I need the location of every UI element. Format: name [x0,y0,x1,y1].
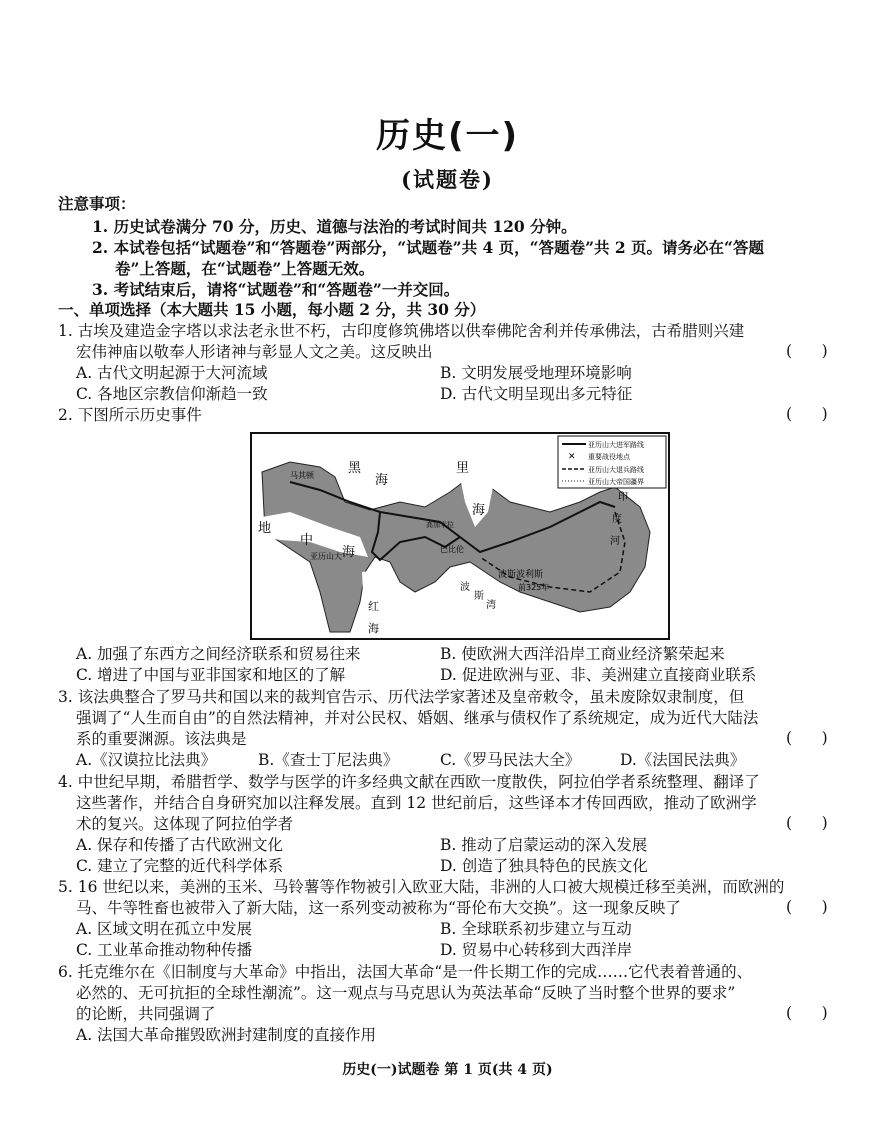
legend-advance: 亚历山大进军路线 [588,441,644,449]
map-label: 亚历山大 [310,552,342,561]
map-label: 前325年 [518,583,550,592]
alexander-campaign-map [250,432,670,640]
question-text: 宏伟神庙以敬奉人形诸神与彰显人文之美。这反映出 [76,343,433,361]
map-label: 地 [258,521,272,536]
question-text: 5. 16 世纪以来，美洲的玉米、马铃薯等作物被引入欧亚大陆，非洲的人口被大规模迁移至美洲，而欧洲的 [58,878,785,896]
option-b: B. 全球联系初步建立与互动 [440,920,632,938]
option-b: B. 使欧洲大西洋沿岸工商业经济繁荣起来 [440,645,725,663]
option-a: A. 保存和传播了古代欧洲文化 [76,836,284,854]
map-label: 海 [472,503,486,518]
option-c: C.《罗马民法大全》 [440,751,581,769]
notice-item: 3. 考试结束后，请将“试题卷”和“答题卷”一并交回。 [92,280,460,299]
answer-bracket: ( ) [786,405,828,423]
option-d: D. 促进欧洲与亚、非、美洲建立直接商业联系 [440,666,757,684]
question-text: 强调了“人生而自由”的自然法精神，并对公民权、婚姻、继承与债权作了系统规定，成为近代大陆法 [76,709,759,727]
option-c: C. 工业革命推动物种传播 [76,941,253,959]
notice-item: 1. 历史试卷满分 70 分，历史、道德与法治的考试时间共 120 分钟。 [92,217,577,236]
question-text: 术的复兴。这体现了阿拉伯学者 [76,815,294,833]
question-text: 2. 下图所示历史事件 [58,406,202,424]
map-label: 湾 [486,600,496,611]
question-text: 1. 古埃及建造金字塔以求法老永世不朽，古印度修筑佛塔以供奉佛陀舍利并传承佛法，古希腊则兴建 [58,322,745,340]
map-label: 高加米拉 [426,521,454,529]
notice-item: 2. 本试卷包括“试题卷”和“答题卷”两部分，“试题卷”共 4 页，“答题卷”共 2 页。请务必在“答题 [92,238,764,257]
question-text: 6. 托克维尔在《旧制度与大革命》中指出，法国大革命“是一件长期工作的完成……它代表着普通的、 [58,963,753,981]
map-label: 斯 [474,591,484,602]
page-title: 历史(一) [375,116,520,156]
question-text: 4. 中世纪早期，希腊哲学、数学与医学的许多经典文献在西欧一度散佚，阿拉伯学者系统整理、翻译了 [58,773,760,791]
section-heading: 一、单项选择（本大题共 15 小题，每小题 2 分，共 30 分） [58,300,486,319]
map-label: 海 [375,473,389,488]
map-label: 海 [368,622,379,635]
map-label: 波 [460,582,470,593]
option-a: A. 加强了东西方之间经济联系和贸易往来 [76,645,361,663]
legend-return: 亚历山大退兵路线 [588,466,644,474]
map-label: 巴比伦 [440,545,464,554]
option-c: C. 增进了中国与亚非国家和地区的了解 [76,666,346,684]
notice-heading: 注意事项： [58,194,136,213]
notice-item: 卷”上答题，在“试题卷”上答题无效。 [115,259,375,278]
answer-bracket: ( ) [786,729,828,747]
map-label: 红 [368,600,379,613]
option-b: B. 文明发展受地理环境影响 [440,364,632,382]
answer-bracket: ( ) [786,898,828,916]
option-a: A.《汉谟拉比法典》 [76,751,217,769]
map-label: 里 [456,461,470,476]
question-text: 系的重要渊源。该法典是 [76,730,247,748]
option-d: D. 贸易中心转移到大西洋岸 [440,941,633,959]
battle-mark-icon: ✕ [568,452,576,462]
question-text: 必然的、无可抗拒的全球性潮流”。这一观点与马克思认为英法革命“反映了当时整个世界的要求” [76,984,736,1002]
option-b: B. 推动了启蒙运动的深入发展 [440,836,648,854]
option-d: D. 古代文明呈现出多元特征 [440,385,633,403]
option-d: D. 创造了独具特色的民族文化 [440,857,648,875]
question-text: 马、牛等牲畜也被带入了新大陆，这一系列变动被称为“哥伦布大交换”。这一现象反映了 [76,899,681,917]
option-d: D.《法国民法典》 [620,751,746,769]
page-footer: 历史(一)试题卷 第 1 页(共 4 页) [342,1062,553,1078]
answer-bracket: ( ) [786,1004,828,1022]
option-b: B.《查士丁尼法典》 [258,751,399,769]
option-a: A. 区域文明在孤立中发展 [76,920,253,938]
option-c: C. 建立了完整的近代科学体系 [76,857,284,875]
map-label: 马其顿 [290,471,314,480]
map-label: 黑 [348,461,362,476]
map-label: 度 [612,514,622,525]
answer-bracket: ( ) [786,814,828,832]
page-subtitle: (试题卷) [401,167,494,192]
legend-battle: 重要战役地点 [588,453,630,461]
question-text: 3. 该法典整合了罗马共和国以来的裁判官告示、历代法学家著述及皇帝敕令，虽未废除奴隶制度，但 [58,688,745,706]
map-label: 中 [300,533,314,548]
question-text: 这些著作，并结合自身研究加以注释发展。直到 12 世纪前后，这些译本才传回西欧，推动了欧洲学 [76,794,757,812]
question-text: 的论断，共同强调了 [76,1005,216,1023]
option-a: A. 法国大革命摧毁欧洲封建制度的直接作用 [76,1026,377,1044]
map-label: 河 [610,536,620,547]
legend-border: 亚历山大帝国疆界 [588,478,644,486]
map-label: 印 [618,492,628,503]
map-label: 波斯波利斯 [498,570,544,580]
option-a: A. 古代文明起源于大河流域 [76,364,268,382]
map-label: 海 [342,545,356,560]
option-c: C. 各地区宗教信仰渐趋一致 [76,385,268,403]
answer-bracket: ( ) [786,342,828,360]
